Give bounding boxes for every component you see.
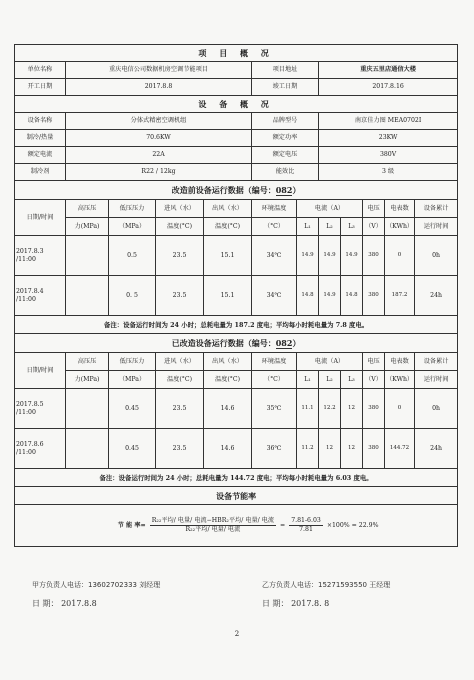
after-header-l2: L₂ (319, 371, 341, 389)
before-header-datetime: 日期/时间 (15, 200, 66, 236)
after-title-suffix: ） (292, 338, 301, 348)
saving-title: 设备节能率 (15, 487, 458, 505)
before-header-out: 出风（水） (204, 200, 252, 218)
party-a-contact: 甲方负责人电话：13602702333 刘经理 (32, 581, 161, 589)
table-row (15, 389, 458, 429)
refrigerant-value: R22 / 12kg (66, 164, 252, 181)
before-note: 备注：设备运行时间为 24 小时；总耗电量为 187.2 度电；平均每小时耗电量为 7.8 度电。 (15, 316, 458, 334)
after-row-2-datetime (15, 429, 66, 469)
brand-value: 南京佳力图 MEA0702I (319, 113, 458, 130)
before-header-lp: 低压压力 (109, 200, 156, 218)
after-header-volt-unit: （V） (363, 371, 385, 389)
before-row-2-volt: 380 (363, 276, 385, 316)
saving-fraction-left (150, 517, 276, 534)
before-row-2-l1: 14.8 (297, 276, 319, 316)
before-row-1-in: 23.5 (156, 236, 204, 276)
efficiency-label: 能效比 (252, 164, 319, 181)
after-row-1-cum: 0h (415, 389, 458, 429)
saving-numerator-values: 7.81-6.03 (291, 517, 321, 525)
after-header-datetime: 日期/时间 (15, 353, 66, 389)
before-row-1-l1: 14.9 (297, 236, 319, 276)
start-date-label: 开工日期 (15, 79, 66, 96)
project-address-value: 重庆五里店通信大楼 (319, 62, 458, 79)
before-row-2-env: 34℃ (252, 276, 297, 316)
before-row-1-cum: 0h (415, 236, 458, 276)
after-header-out: 出风（水） (204, 353, 252, 371)
table-row (15, 236, 458, 276)
before-header-env-unit: （°C） (252, 218, 297, 236)
table-row (15, 429, 458, 469)
after-row-2-l1: 11.2 (297, 429, 319, 469)
before-row-1-lp: 0.5 (109, 236, 156, 276)
before-header-meter: 电表数 (385, 200, 415, 218)
row-time: /11:00 (16, 448, 36, 456)
before-title-suffix: ） (292, 185, 301, 195)
after-header-in: 进风（水） (156, 353, 204, 371)
row-time: /11:00 (16, 408, 36, 416)
before-header-cum: 设备累计 (415, 200, 458, 218)
before-header-in: 进风（水） (156, 200, 204, 218)
device-name-label: 设备名称 (15, 113, 66, 130)
saving-label: 节 能 率= (117, 521, 146, 529)
before-header-out-unit: 温度(°C) (204, 218, 252, 236)
after-row-1-in: 23.5 (156, 389, 204, 429)
row-date: 2017.8.5 (16, 400, 44, 408)
after-row-2-volt: 380 (363, 429, 385, 469)
before-header-l2: L₂ (319, 218, 341, 236)
after-header-lp-unit: （MPa） (109, 371, 156, 389)
table-row (15, 276, 458, 316)
after-header-volt: 电压 (363, 353, 385, 371)
before-row-2-hp (66, 276, 109, 316)
end-date-value: 2017.8.16 (319, 79, 458, 96)
before-header-in-unit: 温度(°C) (156, 218, 204, 236)
after-row-2-l2: 12 (319, 429, 341, 469)
after-note: 备注：设备运行时间为 24 小时；总耗电量为 144.72 度电；平均每小时耗电量为 6.03 度电。 (15, 469, 458, 487)
saving-denominator: R₂₂平均/ 电量/ 电流 (185, 526, 241, 533)
saving-denominator-values: 7.81 (299, 526, 313, 533)
row-time: /11:00 (16, 255, 36, 263)
project-overview-title: 项 目 概 况 (15, 45, 458, 62)
efficiency-value: 3 级 (319, 164, 458, 181)
start-date-value: 2017.8.8 (66, 79, 252, 96)
before-row-2-lp: 0. 5 (109, 276, 156, 316)
before-header-env: 环境温度 (252, 200, 297, 218)
after-row-1-out: 14.6 (204, 389, 252, 429)
after-row-1-meter: 0 (385, 389, 415, 429)
before-row-1-out: 15.1 (204, 236, 252, 276)
before-header-cum-unit: 运行时间 (415, 218, 458, 236)
before-header-volt: 电压 (363, 200, 385, 218)
before-row-1-hp (66, 236, 109, 276)
after-row-2-cum: 24h (415, 429, 458, 469)
after-row-1-datetime (15, 389, 66, 429)
after-row-1-volt: 380 (363, 389, 385, 429)
before-row-2-meter: 187.2 (385, 276, 415, 316)
saving-equals: = (280, 521, 286, 529)
cooling-label: 制冷/热量 (15, 130, 66, 147)
party-b-date: 日 期： 2017.8. 8 (262, 599, 330, 608)
after-row-2-in: 23.5 (156, 429, 204, 469)
after-header-l3: L₃ (341, 371, 363, 389)
before-header-meter-unit: （KWh） (385, 218, 415, 236)
row-time: /11:00 (16, 295, 36, 303)
before-row-1-env: 34℃ (252, 236, 297, 276)
before-header-hp-unit: 力(MPa) (66, 218, 109, 236)
after-header-lp: 低压压力 (109, 353, 156, 371)
after-title-code: 082 (275, 338, 293, 348)
after-row-2-meter: 144.72 (385, 429, 415, 469)
before-title-code: 082 (275, 185, 293, 195)
saving-fraction-right (289, 517, 323, 534)
equipment-overview-title: 设 备 概 况 (15, 96, 458, 113)
rated-voltage-label: 额定电压 (252, 147, 319, 164)
after-row-2-out: 14.6 (204, 429, 252, 469)
after-row-2-hp (66, 429, 109, 469)
after-row-1-l2: 12.2 (319, 389, 341, 429)
rated-power-label: 额定功率 (252, 130, 319, 147)
before-row-1-l3: 14.9 (341, 236, 363, 276)
after-header-meter: 电表数 (385, 353, 415, 371)
after-row-1-l1: 11.1 (297, 389, 319, 429)
end-date-label: 竣工日期 (252, 79, 319, 96)
before-header-l3: L₃ (341, 218, 363, 236)
after-header-cum: 设备累计 (415, 353, 458, 371)
after-header-current: 电流（A） (297, 353, 363, 371)
rated-current-value: 22A (66, 147, 252, 164)
before-row-2-out: 15.1 (204, 276, 252, 316)
party-b-contact: 乙方负责人电话：15271593550 王经理 (262, 581, 391, 589)
after-header-env-unit: （°C） (252, 371, 297, 389)
rated-current-label: 额定电流 (15, 147, 66, 164)
before-header-l1: L₁ (297, 218, 319, 236)
after-header-l1: L₁ (297, 371, 319, 389)
row-date: 2017.8.3 (16, 247, 44, 255)
saving-result: ×100% = 22.9% (326, 521, 379, 529)
after-header-out-unit: 温度(°C) (204, 371, 252, 389)
saving-numerator: R₂₂平均/ 电量/ 电流−HBR₂平均/ 电量/ 电流 (151, 517, 275, 525)
before-section-title (15, 181, 458, 200)
page-number: 2 (234, 630, 240, 638)
before-header-current: 电流（A） (297, 200, 363, 218)
saving-formula (15, 505, 458, 547)
before-row-2-l2: 14.9 (319, 276, 341, 316)
party-a-date: 日 期： 2017.8.8 (32, 599, 97, 608)
project-address-label: 项目地址 (252, 62, 319, 79)
after-header-hp: 高压压 (66, 353, 109, 371)
before-header-lp-unit: （MPa） (109, 218, 156, 236)
unit-name-label: 单位名称 (15, 62, 66, 79)
before-row-2-datetime (15, 276, 66, 316)
after-title-prefix: 已改造设备运行数据（编号： (171, 338, 276, 348)
brand-label: 品牌型号 (252, 113, 319, 130)
row-date: 2017.8.6 (16, 440, 44, 448)
before-row-1-volt: 380 (363, 236, 385, 276)
before-row-1-datetime (15, 236, 66, 276)
row-date: 2017.8.4 (16, 287, 44, 295)
after-row-1-l3: 12 (341, 389, 363, 429)
after-header-in-unit: 温度(°C) (156, 371, 204, 389)
before-title-prefix: 改造前设备运行数据（编号： (171, 185, 276, 195)
signature-area (32, 580, 452, 609)
after-row-1-env: 35℃ (252, 389, 297, 429)
before-row-1-meter: 0 (385, 236, 415, 276)
before-header-volt-unit: （V） (363, 218, 385, 236)
project-table (14, 44, 458, 547)
rated-power-value: 23KW (319, 130, 458, 147)
after-header-meter-unit: （KWh） (385, 371, 415, 389)
device-name-value: 分体式精密空调机组 (66, 113, 252, 130)
before-row-1-l2: 14.9 (319, 236, 341, 276)
after-row-2-env: 36℃ (252, 429, 297, 469)
after-section-title (15, 334, 458, 353)
after-row-1-hp (66, 389, 109, 429)
refrigerant-label: 制冷剂 (15, 164, 66, 181)
after-row-2-lp: 0.45 (109, 429, 156, 469)
after-header-env: 环境温度 (252, 353, 297, 371)
unit-name-value: 重庆电信公司数据机房空调节能项目 (66, 62, 252, 79)
before-row-2-in: 23.5 (156, 276, 204, 316)
rated-voltage-value: 380V (319, 147, 458, 164)
after-header-hp-unit: 力(MPa) (66, 371, 109, 389)
after-row-1-lp: 0.45 (109, 389, 156, 429)
before-row-2-l3: 14.8 (341, 276, 363, 316)
before-header-hp: 高压压 (66, 200, 109, 218)
cooling-value: 70.6KW (66, 130, 252, 147)
before-row-2-cum: 24h (415, 276, 458, 316)
after-row-2-l3: 12 (341, 429, 363, 469)
after-header-cum-unit: 运行时间 (415, 371, 458, 389)
